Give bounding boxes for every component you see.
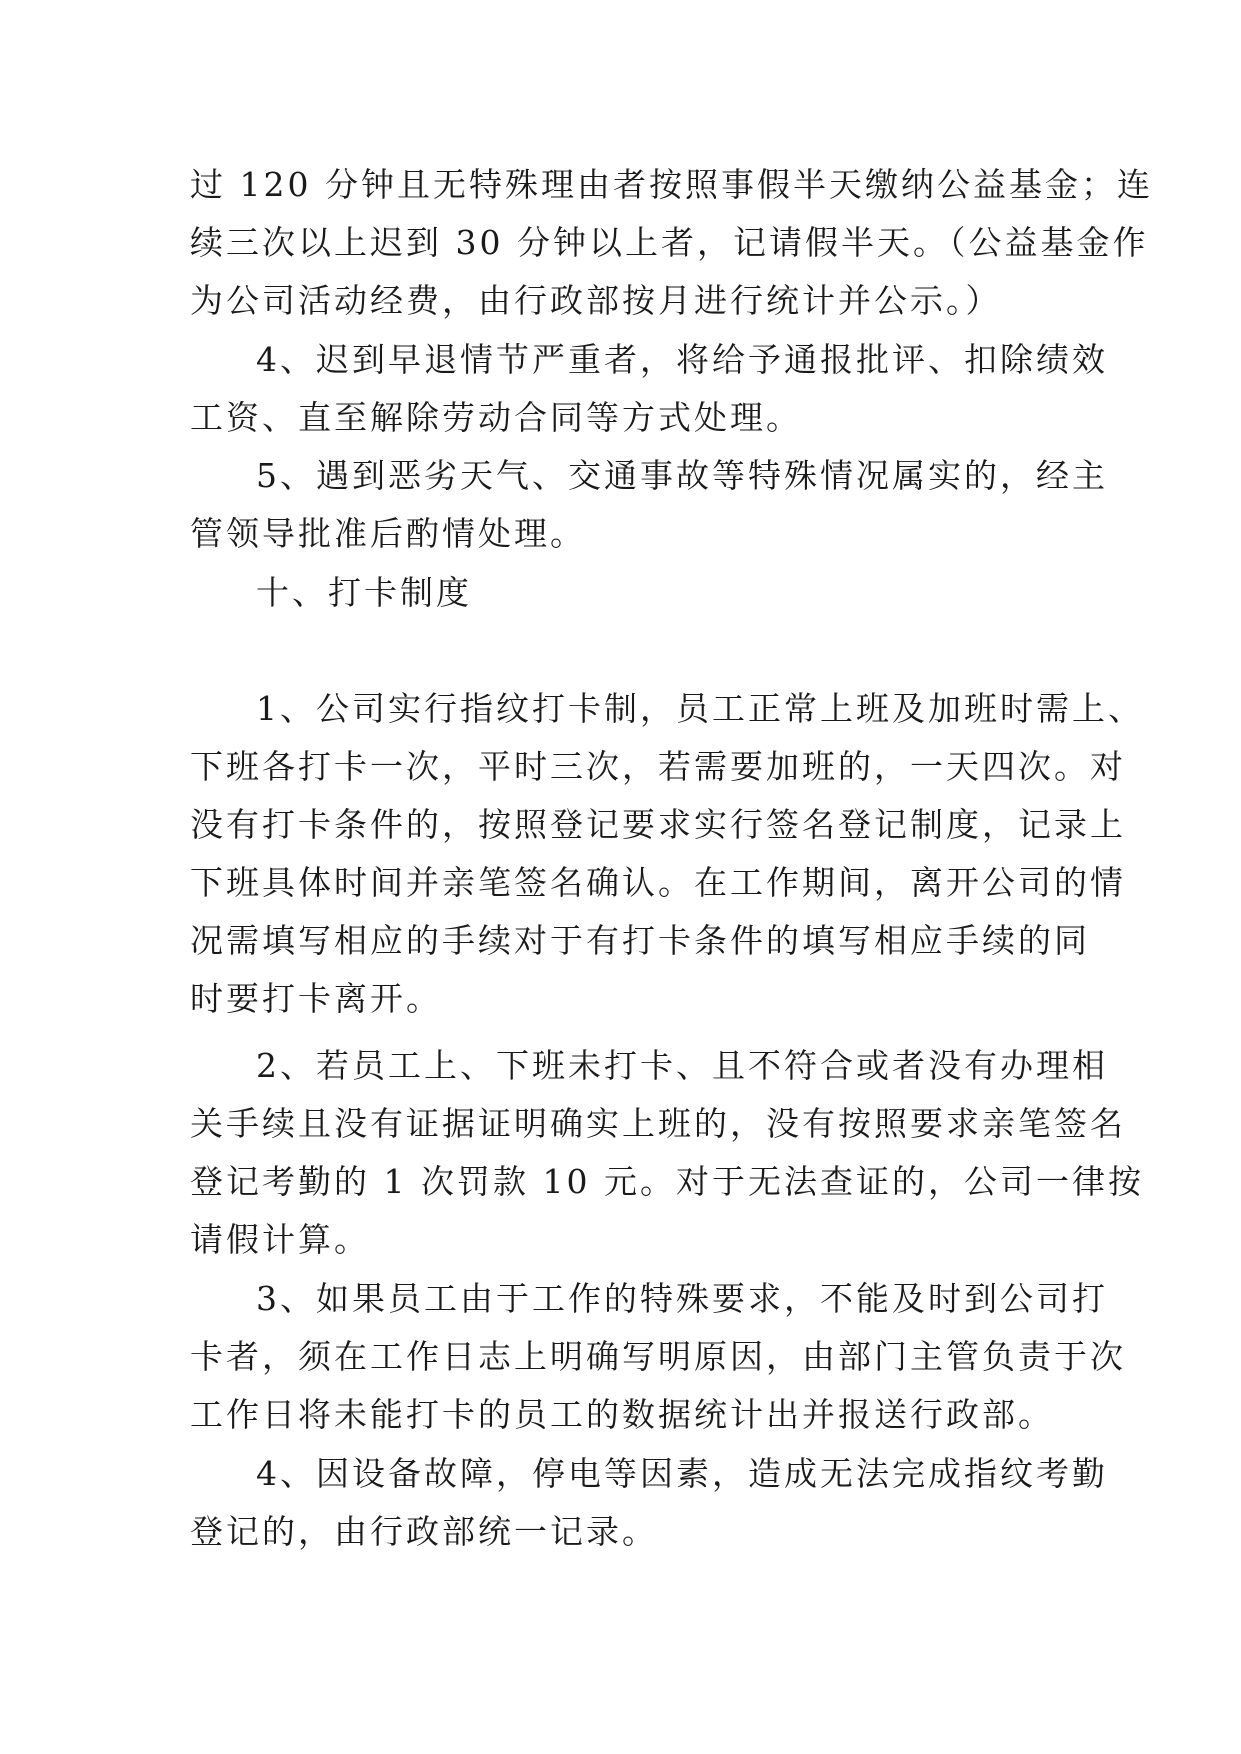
text-line: 时要打卡离开。	[190, 979, 442, 1018]
text-line: 4、因设备故障，停电等因素，造成无法完成指纹考勤	[256, 1454, 1108, 1493]
section-heading: 十、打卡制度	[256, 573, 472, 612]
text-line: 工作日将未能打卡的员工的数据统计出并报送行政部。	[190, 1395, 1054, 1434]
text-line: 1、公司实行指纹打卡制，员工正常上班及加班时需上、	[256, 689, 1144, 728]
text-line: 工资、直至解除劳动合同等方式处理。	[190, 398, 802, 437]
text-line: 为公司活动经费，由行政部按月进行统计并公示。）	[190, 281, 1002, 320]
text-line: 2、若员工上、下班未打卡、且不符合或者没有办理相	[256, 1046, 1108, 1085]
text-line: 3、如果员工由于工作的特殊要求，不能及时到公司打	[256, 1279, 1108, 1318]
text-line: 关手续且没有证据证明确实上班的，没有按照要求亲笔签名	[190, 1104, 1126, 1143]
text-line: 过 120 分钟且无特殊理由者按照事假半天缴纳公益基金；连	[190, 165, 1153, 204]
text-line: 续三次以上迟到 30 分钟以上者，记请假半天。（公益基金作	[190, 223, 1149, 262]
text-line: 况需填写相应的手续对于有打卡条件的填写相应手续的同	[190, 921, 1090, 960]
text-line: 登记的，由行政部统一记录。	[190, 1512, 658, 1551]
text-line: 管领导批准后酌情处理。	[190, 514, 586, 553]
text-line: 卡者，须在工作日志上明确写明原因，由部门主管负责于次	[190, 1337, 1126, 1376]
text-line: 请假计算。	[190, 1220, 370, 1259]
text-line: 下班具体时间并亲笔签名确认。在工作期间，离开公司的情	[190, 863, 1126, 902]
text-line: 下班各打卡一次，平时三次，若需要加班的，一天四次。对	[190, 747, 1126, 786]
text-line: 登记考勤的 1 次罚款 10 元。对于无法查证的，公司一律按	[190, 1162, 1144, 1201]
text-line: 4、迟到早退情节严重者，将给予通报批评、扣除绩效	[256, 340, 1108, 379]
text-line: 没有打卡条件的，按照登记要求实行签名登记制度，记录上	[190, 805, 1126, 844]
text-line: 5、遇到恶劣天气、交通事故等特殊情况属实的，经主	[256, 456, 1108, 495]
